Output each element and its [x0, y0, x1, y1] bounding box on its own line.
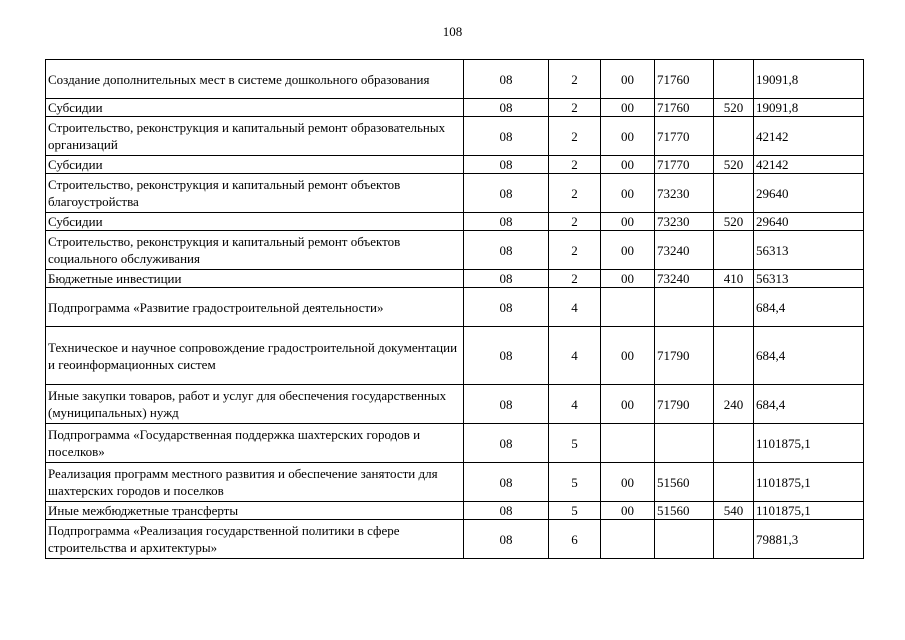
row-target-code: [655, 424, 714, 463]
row-name: Субсидии: [46, 213, 464, 231]
row-subsection: 2: [549, 270, 601, 288]
table-row: [46, 270, 864, 288]
row-expense-type: [714, 424, 754, 463]
row-name: Субсидии: [46, 99, 464, 117]
row-subsection: 2: [549, 156, 601, 174]
table-row: [46, 60, 864, 99]
row-amount: 684,4: [754, 385, 864, 424]
row-amount: 1101875,1: [754, 463, 864, 502]
row-subsection: 4: [549, 288, 601, 327]
row-section: 08: [464, 231, 549, 270]
row-expense-type: [714, 117, 754, 156]
budget-table: [45, 59, 864, 559]
table-row: [46, 424, 864, 463]
row-program-part: 00: [601, 174, 655, 213]
row-section: 08: [464, 288, 549, 327]
row-expense-type: 240: [714, 385, 754, 424]
row-expense-type: [714, 174, 754, 213]
row-subsection: 4: [549, 327, 601, 385]
row-target-code: 71760: [655, 99, 714, 117]
row-subsection: 2: [549, 99, 601, 117]
table-row: [46, 327, 864, 385]
row-program-part: 00: [601, 463, 655, 502]
row-subsection: 5: [549, 424, 601, 463]
table-row: [46, 385, 864, 424]
row-program-part: 00: [601, 327, 655, 385]
row-amount: 19091,8: [754, 60, 864, 99]
row-subsection: 2: [549, 213, 601, 231]
row-amount: 1101875,1: [754, 502, 864, 520]
row-section: 08: [464, 385, 549, 424]
row-subsection: 2: [549, 231, 601, 270]
row-amount: 29640: [754, 174, 864, 213]
table-row: [46, 99, 864, 117]
row-name: Подпрограмма «Государственная поддержка шахтерских городов и поселков»: [46, 424, 464, 463]
table-row: [46, 117, 864, 156]
row-section: 08: [464, 60, 549, 99]
row-name: Строительство, реконструкция и капитальный ремонт образовательных организаций: [46, 117, 464, 156]
row-name: Техническое и научное сопровождение градостроительной документации и геоинформационных систем: [46, 327, 464, 385]
table-row: [46, 156, 864, 174]
row-expense-type: 520: [714, 99, 754, 117]
row-subsection: 5: [549, 502, 601, 520]
row-target-code: [655, 520, 714, 559]
table-row: [46, 463, 864, 502]
row-target-code: [655, 288, 714, 327]
row-name: Строительство, реконструкция и капитальный ремонт объектов социального обслуживания: [46, 231, 464, 270]
row-name: Бюджетные инвестиции: [46, 270, 464, 288]
row-subsection: 2: [549, 174, 601, 213]
row-subsection: 6: [549, 520, 601, 559]
row-name: Создание дополнительных мест в системе дошкольного образования: [46, 60, 464, 99]
row-section: 08: [464, 99, 549, 117]
row-target-code: 71770: [655, 156, 714, 174]
row-program-part: 00: [601, 270, 655, 288]
row-section: 08: [464, 502, 549, 520]
row-section: 08: [464, 463, 549, 502]
row-name: Иные межбюджетные трансферты: [46, 502, 464, 520]
row-target-code: 71790: [655, 327, 714, 385]
row-amount: 1101875,1: [754, 424, 864, 463]
row-amount: 684,4: [754, 327, 864, 385]
row-amount: 79881,3: [754, 520, 864, 559]
row-program-part: 00: [601, 213, 655, 231]
row-expense-type: 410: [714, 270, 754, 288]
row-expense-type: [714, 231, 754, 270]
row-expense-type: 540: [714, 502, 754, 520]
table-row: [46, 288, 864, 327]
row-program-part: [601, 520, 655, 559]
row-section: 08: [464, 117, 549, 156]
row-expense-type: [714, 520, 754, 559]
row-amount: 56313: [754, 270, 864, 288]
row-target-code: 71790: [655, 385, 714, 424]
row-amount: 684,4: [754, 288, 864, 327]
row-expense-type: 520: [714, 156, 754, 174]
page-number: 108: [442, 24, 463, 39]
row-subsection: 4: [549, 385, 601, 424]
row-target-code: 51560: [655, 463, 714, 502]
row-amount: 42142: [754, 117, 864, 156]
row-name: Подпрограмма «Реализация государственной политики в сфере строительства и архитектуры»: [46, 520, 464, 559]
row-name: Иные закупки товаров, работ и услуг для обеспечения государственных (муниципальных) нужд: [46, 385, 464, 424]
row-name: Подпрограмма «Развитие градостроительной деятельности»: [46, 288, 464, 327]
row-amount: 42142: [754, 156, 864, 174]
table-row: [46, 520, 864, 559]
row-target-code: 73240: [655, 231, 714, 270]
row-amount: 19091,8: [754, 99, 864, 117]
row-section: 08: [464, 520, 549, 559]
row-program-part: 00: [601, 60, 655, 99]
row-program-part: 00: [601, 156, 655, 174]
row-program-part: 00: [601, 117, 655, 156]
row-program-part: 00: [601, 231, 655, 270]
row-subsection: 5: [549, 463, 601, 502]
row-amount: 56313: [754, 231, 864, 270]
row-target-code: 71760: [655, 60, 714, 99]
row-section: 08: [464, 156, 549, 174]
row-expense-type: 520: [714, 213, 754, 231]
row-program-part: [601, 288, 655, 327]
row-program-part: 00: [601, 99, 655, 117]
row-subsection: 2: [549, 117, 601, 156]
row-section: 08: [464, 327, 549, 385]
table-row: [46, 231, 864, 270]
row-expense-type: [714, 463, 754, 502]
row-amount: 29640: [754, 213, 864, 231]
row-section: 08: [464, 174, 549, 213]
row-target-code: 73230: [655, 174, 714, 213]
table-row: [46, 174, 864, 213]
row-program-part: 00: [601, 385, 655, 424]
row-section: 08: [464, 424, 549, 463]
row-program-part: [601, 424, 655, 463]
table-row: [46, 213, 864, 231]
row-name: Субсидии: [46, 156, 464, 174]
row-expense-type: [714, 60, 754, 99]
row-expense-type: [714, 288, 754, 327]
row-name: Строительство, реконструкция и капитальный ремонт объектов благоустройства: [46, 174, 464, 213]
row-section: 08: [464, 270, 549, 288]
row-section: 08: [464, 213, 549, 231]
row-expense-type: [714, 327, 754, 385]
row-target-code: 71770: [655, 117, 714, 156]
row-target-code: 51560: [655, 502, 714, 520]
table-row: [46, 502, 864, 520]
row-name: Реализация программ местного развития и обеспечение занятости для шахтерских городов и поселков: [46, 463, 464, 502]
row-target-code: 73230: [655, 213, 714, 231]
row-program-part: 00: [601, 502, 655, 520]
row-subsection: 2: [549, 60, 601, 99]
row-target-code: 73240: [655, 270, 714, 288]
